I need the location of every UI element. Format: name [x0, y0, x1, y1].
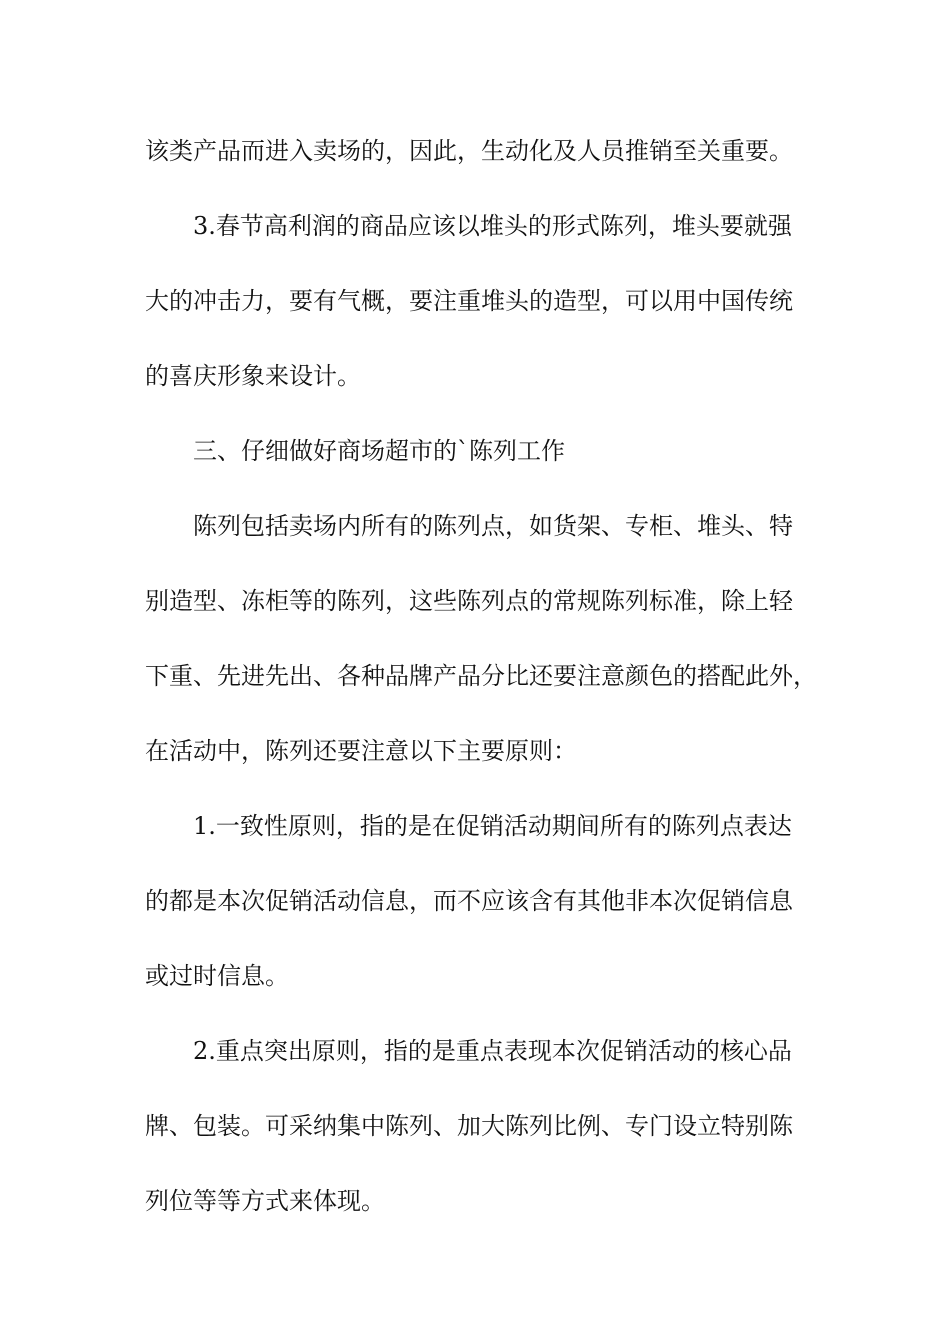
text-line: 列位等等方式来体现。	[145, 1187, 385, 1215]
section-heading: 三、仔细做好商场超市的`陈列工作	[145, 437, 565, 465]
text-line: 下重、先进先出、各种品牌产品分比还要注意颜色的搭配此外，	[145, 662, 817, 690]
text-line: 陈列包括卖场内所有的陈列点，如货架、专柜、堆头、特	[145, 512, 793, 540]
text-line: 3.春节高利润的商品应该以堆头的形式陈列，堆头要就强	[145, 212, 792, 240]
text-line: 的喜庆形象来设计。	[145, 362, 361, 390]
text-line: 或过时信息。	[145, 962, 289, 990]
text-line: 牌、包装。可采纳集中陈列、加大陈列比例、专门设立特别陈	[145, 1112, 793, 1140]
text-line: 1.一致性原则，指的是在促销活动期间所有的陈列点表达	[145, 812, 792, 840]
text-line: 该类产品而进入卖场的，因此，生动化及人员推销至关重要。	[145, 137, 793, 165]
text-line: 的都是本次促销活动信息，而不应该含有其他非本次促销信息	[145, 887, 793, 915]
text-line: 别造型、冻柜等的陈列，这些陈列点的常规陈列标准，除上轻	[145, 587, 793, 615]
text-line: 大的冲击力，要有气概，要注重堆头的造型，可以用中国传统	[145, 287, 793, 315]
text-line: 2.重点突出原则，指的是重点表现本次促销活动的核心品	[145, 1037, 792, 1065]
text-line: 在活动中，陈列还要注意以下主要原则：	[145, 737, 577, 765]
